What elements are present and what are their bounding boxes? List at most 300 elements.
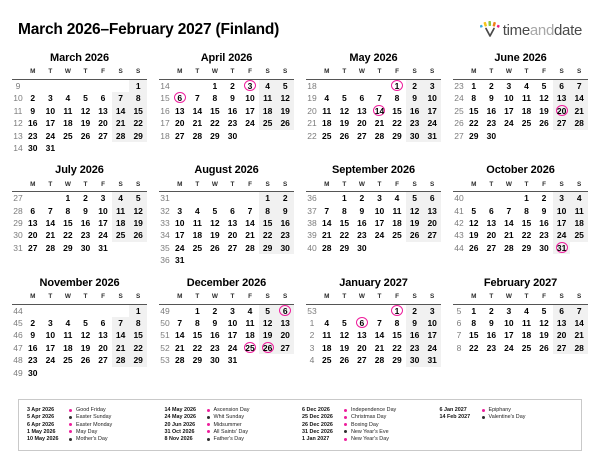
day-cell[interactable]: 11 [63,330,73,341]
day-cell[interactable]: 27 [357,355,367,366]
day-cell[interactable]: 9 [276,205,294,217]
day-cell[interactable]: 12 [80,330,91,341]
day-cell[interactable]: 19 [80,342,91,353]
day-cell[interactable]: 10 [374,205,385,216]
day-cell[interactable]: 22 [339,230,350,241]
day-cell[interactable]: 20 [357,342,367,353]
day-cell[interactable]: 9 [488,93,494,104]
day-cell[interactable]: 18 [259,105,277,117]
day-cell[interactable]: 4 [324,93,330,104]
day-cell[interactable]: 29 [259,242,277,254]
day-cell[interactable]: 14 [322,218,332,229]
day-cell[interactable]: 8 [524,205,529,216]
day-cell[interactable]: 2 [488,305,494,316]
day-cell[interactable]: 18 [322,118,332,129]
day-cell[interactable]: 11 [63,105,73,116]
day-cell[interactable]: 19 [469,230,479,241]
day-cell[interactable]: 21 [322,230,332,241]
day-cell[interactable]: 26 [539,118,549,129]
day-cell[interactable]: 2 [359,193,365,204]
day-cell[interactable]: 17 [553,217,571,229]
day-cell[interactable]: 23 [276,229,294,241]
day-cell[interactable]: 1 [129,79,147,92]
day-cell[interactable]: 4 [247,305,253,316]
day-cell[interactable]: 3 [47,317,53,328]
day-cell[interactable]: 12 [339,105,350,116]
day-cell[interactable]: 1 [471,305,477,316]
day-cell[interactable]: 27 [227,242,238,253]
day-cell[interactable]: 13 [98,330,108,341]
day-cell[interactable]: 24 [245,118,255,129]
day-cell[interactable]: 5 [83,93,88,104]
day-cell[interactable]: 18 [521,330,532,341]
day-cell[interactable]: 17 [45,342,56,353]
day-cell[interactable]: 29 [129,130,147,142]
day-cell[interactable]: 21 [570,105,588,117]
day-cell[interactable]: 23 [28,355,38,366]
day-cell[interactable]: 17 [227,330,238,341]
day-cell[interactable]: 27 [486,242,497,253]
day-cell[interactable]: 13 [28,218,38,229]
day-cell[interactable]: 2 [541,193,547,204]
day-cell[interactable]: 12 [259,317,277,329]
day-cell[interactable]: 12 [129,205,147,217]
day-cell[interactable]: 19 [259,329,277,341]
day-cell[interactable]: 23 [357,230,367,241]
day-cell[interactable]: 5 [541,80,547,91]
day-cell[interactable]: 13 [423,205,441,217]
day-cell[interactable]: 8 [471,317,477,328]
day-cell[interactable]: 29 [469,130,479,141]
day-cell[interactable]: 9 [83,205,88,216]
holiday-marked-day[interactable]: 1 [391,305,403,316]
day-cell[interactable]: 16 [486,330,497,341]
day-cell[interactable]: 20 [357,118,367,129]
day-cell[interactable]: 17 [504,105,514,116]
day-cell[interactable]: 7 [177,317,183,328]
day-cell[interactable]: 4 [194,205,200,216]
day-cell[interactable]: 9 [212,317,218,328]
day-cell[interactable]: 9 [541,205,547,216]
day-cell[interactable]: 30 [357,242,367,253]
day-cell[interactable]: 8 [212,93,218,104]
day-cell[interactable]: 8 [65,205,71,216]
day-cell[interactable]: 21 [374,342,385,353]
day-cell[interactable]: 18 [570,217,588,229]
day-cell[interactable]: 8 [341,205,347,216]
day-cell[interactable]: 24 [227,342,238,353]
day-cell[interactable] [171,92,189,104]
holiday-marked-day[interactable]: 20 [556,105,567,116]
day-cell[interactable]: 14 [112,329,130,341]
day-cell[interactable]: 1 [259,192,277,205]
day-cell[interactable]: 15 [210,105,220,116]
day-cell[interactable]: 26 [469,242,479,253]
day-cell[interactable]: 28 [112,130,130,142]
day-cell[interactable]: 27 [28,242,38,253]
day-cell[interactable]: 18 [63,118,73,129]
day-cell[interactable]: 30 [539,242,549,253]
day-cell[interactable]: 7 [377,93,382,104]
day-cell[interactable]: 4 [65,93,71,104]
day-cell[interactable]: 30 [276,242,294,254]
day-cell[interactable]: 8 [194,317,200,328]
day-cell[interactable]: 16 [227,105,238,116]
day-cell[interactable]: 20 [28,230,38,241]
day-cell[interactable]: 25 [63,130,73,141]
day-cell[interactable]: 5 [406,192,424,205]
day-cell[interactable] [553,105,571,117]
day-cell[interactable]: 14 [570,317,588,329]
day-cell[interactable]: 31 [423,354,441,366]
day-cell[interactable]: 31 [227,355,238,366]
day-cell[interactable]: 28 [322,242,332,253]
day-cell[interactable]: 23 [486,118,497,129]
day-cell[interactable]: 30 [227,130,238,141]
day-cell[interactable]: 24 [423,117,441,129]
day-cell[interactable]: 5 [541,305,547,316]
day-cell[interactable]: 10 [423,317,441,329]
day-cell[interactable]: 10 [423,92,441,104]
day-cell[interactable]: 24 [45,130,56,141]
day-cell[interactable] [371,105,389,117]
day-cell[interactable]: 23 [210,342,220,353]
day-cell[interactable]: 19 [339,342,350,353]
day-cell[interactable]: 20 [553,329,571,341]
day-cell[interactable]: 29 [521,242,532,253]
day-cell[interactable] [241,79,259,92]
day-cell[interactable]: 1 [471,80,477,91]
day-cell[interactable]: 28 [504,242,514,253]
day-cell[interactable]: 14 [192,105,203,116]
day-cell[interactable]: 26 [129,229,147,241]
holiday-marked-day[interactable]: 1 [391,80,403,91]
day-cell[interactable]: 2 [488,80,494,91]
day-cell[interactable]: 19 [406,217,424,229]
day-cell[interactable]: 30 [80,242,91,253]
day-cell[interactable]: 8 [259,205,277,217]
holiday-marked-day[interactable]: 25 [245,342,255,353]
day-cell[interactable]: 7 [194,93,200,104]
day-cell[interactable]: 24 [45,355,56,366]
day-cell[interactable]: 9 [488,317,494,328]
day-cell[interactable]: 20 [98,342,108,353]
day-cell[interactable]: 13 [98,105,108,116]
day-cell[interactable]: 21 [45,230,56,241]
day-cell[interactable]: 31 [98,242,108,253]
day-cell[interactable]: 28 [374,130,385,141]
day-cell[interactable]: 6 [488,205,494,216]
day-cell[interactable]: 25 [521,118,532,129]
day-cell[interactable]: 22 [469,342,479,353]
day-cell[interactable]: 29 [392,355,402,366]
day-cell[interactable]: 7 [324,205,330,216]
day-cell[interactable]: 14 [374,330,385,341]
day-cell[interactable]: 13 [357,330,367,341]
holiday-marked-day[interactable]: 3 [244,80,256,91]
day-cell[interactable]: 11 [259,92,277,104]
day-cell[interactable]: 7 [112,317,130,329]
day-cell[interactable]: 26 [539,342,549,353]
day-cell[interactable]: 23 [486,342,497,353]
day-cell[interactable]: 25 [322,355,332,366]
day-cell[interactable]: 3 [377,193,382,204]
day-cell[interactable]: 22 [521,230,532,241]
timeanddate-logo[interactable] [480,21,582,39]
day-cell[interactable]: 14 [245,218,255,229]
day-cell[interactable]: 10 [227,317,238,328]
day-cell[interactable]: 21 [112,117,130,129]
day-cell[interactable]: 29 [63,242,73,253]
day-cell[interactable]: 21 [112,342,130,354]
day-cell[interactable]: 31 [423,130,441,142]
day-cell[interactable]: 3 [47,93,53,104]
day-cell[interactable]: 4 [112,192,130,205]
day-cell[interactable]: 11 [392,205,402,216]
day-cell[interactable]: 10 [245,93,255,104]
day-cell[interactable]: 26 [339,130,350,141]
day-cell[interactable]: 8 [129,92,147,104]
day-cell[interactable]: 9 [406,317,424,329]
day-cell[interactable]: 17 [423,329,441,341]
day-cell[interactable]: 9 [230,93,235,104]
day-cell[interactable]: 12 [339,330,350,341]
day-cell[interactable]: 5 [341,93,347,104]
day-cell[interactable]: 4 [65,317,71,328]
day-cell[interactable]: 18 [322,342,332,353]
day-cell[interactable]: 20 [276,329,294,341]
day-cell[interactable]: 6 [553,304,571,317]
day-cell[interactable]: 25 [112,229,130,241]
day-cell[interactable]: 24 [553,229,571,241]
day-cell[interactable]: 21 [504,230,514,241]
day-cell[interactable]: 14 [45,218,56,229]
day-cell[interactable]: 21 [192,118,203,129]
day-cell[interactable]: 7 [247,205,253,216]
day-cell[interactable]: 16 [210,330,220,341]
day-cell[interactable]: 28 [112,354,130,366]
day-cell[interactable]: 21 [175,342,185,353]
day-cell[interactable]: 30 [28,142,38,153]
day-cell[interactable]: 29 [392,130,402,141]
day-cell[interactable]: 27 [175,130,185,141]
day-cell[interactable]: 1 [524,193,529,204]
day-cell[interactable]: 3 [506,305,512,316]
day-cell[interactable]: 2 [30,93,36,104]
day-cell[interactable]: 27 [98,355,108,366]
holiday-marked-day[interactable]: 6 [279,305,291,316]
day-cell[interactable]: 12 [210,218,220,229]
day-cell[interactable]: 10 [504,93,514,104]
day-cell[interactable] [259,342,277,354]
day-cell[interactable]: 22 [63,230,73,241]
holiday-marked-day[interactable]: 6 [356,317,368,328]
day-cell[interactable]: 19 [539,105,549,116]
day-cell[interactable]: 30 [486,130,497,141]
day-cell[interactable]: 24 [504,342,514,353]
day-cell[interactable]: 4 [524,80,529,91]
day-cell[interactable]: 4 [394,193,400,204]
day-cell[interactable]: 7 [377,317,382,328]
day-cell[interactable]: 3 [100,193,106,204]
day-cell[interactable]: 12 [80,105,91,116]
day-cell[interactable]: 4 [324,317,330,328]
day-cell[interactable]: 12 [539,317,549,328]
day-cell[interactable]: 25 [192,242,203,253]
day-cell[interactable]: 3 [423,304,441,317]
day-cell[interactable]: 3 [423,79,441,92]
day-cell[interactable] [388,79,406,92]
day-cell[interactable]: 8 [394,93,400,104]
day-cell[interactable]: 18 [245,330,255,341]
day-cell[interactable]: 3 [553,192,571,205]
day-cell[interactable]: 11 [192,218,202,229]
day-cell[interactable]: 10 [553,205,571,217]
day-cell[interactable]: 28 [374,355,385,366]
day-cell[interactable]: 11 [112,205,130,217]
day-cell[interactable]: 8 [394,317,400,328]
day-cell[interactable]: 20 [227,230,238,241]
day-cell[interactable]: 16 [276,217,294,229]
day-cell[interactable]: 30 [28,367,38,378]
day-cell[interactable]: 26 [210,242,220,253]
day-cell[interactable]: 10 [175,218,185,229]
day-cell[interactable]: 6 [553,79,571,92]
day-cell[interactable] [241,342,259,354]
day-cell[interactable]: 3 [230,305,235,316]
day-cell[interactable]: 1 [129,304,147,317]
day-cell[interactable]: 25 [392,230,402,241]
day-cell[interactable]: 15 [259,217,277,229]
day-cell[interactable]: 5 [341,317,347,328]
day-cell[interactable]: 9 [30,330,36,341]
day-cell[interactable]: 7 [506,205,512,216]
day-cell[interactable]: 25 [521,342,532,353]
day-cell[interactable]: 9 [30,105,36,116]
day-cell[interactable]: 14 [504,218,514,229]
day-cell[interactable]: 2 [230,80,235,91]
day-cell[interactable]: 5 [259,304,277,317]
day-cell[interactable] [553,242,571,254]
day-cell[interactable]: 7 [112,92,130,104]
day-cell[interactable]: 26 [339,355,350,366]
day-cell[interactable]: 29 [210,130,220,141]
day-cell[interactable]: 17 [374,218,385,229]
day-cell[interactable]: 5 [276,79,294,92]
day-cell[interactable]: 29 [339,242,350,253]
day-cell[interactable]: 28 [245,242,255,253]
day-cell[interactable]: 15 [192,330,203,341]
day-cell[interactable]: 17 [98,218,108,229]
day-cell[interactable]: 20 [98,118,108,129]
day-cell[interactable]: 5 [129,192,147,205]
day-cell[interactable]: 6 [30,205,36,216]
day-cell[interactable]: 30 [406,354,424,366]
day-cell[interactable]: 13 [553,317,571,329]
day-cell[interactable]: 15 [469,105,479,116]
day-cell[interactable]: 23 [406,117,424,129]
day-cell[interactable]: 5 [471,205,477,216]
day-cell[interactable]: 4 [259,79,277,92]
day-cell[interactable]: 26 [80,130,91,141]
day-cell[interactable]: 19 [210,230,220,241]
day-cell[interactable]: 25 [570,229,588,241]
holiday-marked-day[interactable]: 14 [374,105,385,116]
day-cell[interactable]: 2 [276,192,294,205]
day-cell[interactable]: 16 [28,118,38,129]
day-cell[interactable]: 1 [65,193,71,204]
day-cell[interactable]: 13 [276,317,294,329]
day-cell[interactable]: 22 [129,342,147,354]
day-cell[interactable]: 28 [570,117,588,129]
day-cell[interactable]: 23 [28,130,38,141]
day-cell[interactable]: 6 [100,317,106,328]
day-cell[interactable]: 9 [406,92,424,104]
day-cell[interactable]: 11 [521,317,531,328]
day-cell[interactable]: 22 [129,117,147,129]
day-cell[interactable]: 21 [570,329,588,341]
day-cell[interactable]: 28 [45,242,56,253]
day-cell[interactable]: 11 [521,93,531,104]
day-cell[interactable]: 13 [227,218,238,229]
day-cell[interactable]: 20 [486,230,497,241]
day-cell[interactable]: 24 [374,230,385,241]
day-cell[interactable]: 12 [539,93,549,104]
day-cell[interactable]: 7 [570,79,588,92]
day-cell[interactable]: 14 [112,105,130,117]
day-cell[interactable]: 11 [322,105,332,116]
day-cell[interactable]: 22 [469,118,479,129]
day-cell[interactable]: 18 [521,105,532,116]
day-cell[interactable]: 10 [98,205,108,216]
day-cell[interactable]: 15 [129,329,147,341]
day-cell[interactable]: 25 [63,355,73,366]
day-cell[interactable]: 3 [177,205,183,216]
day-cell[interactable]: 15 [521,218,532,229]
day-cell[interactable]: 24 [504,118,514,129]
day-cell[interactable]: 23 [406,342,424,354]
day-cell[interactable]: 17 [504,330,514,341]
day-cell[interactable]: 27 [423,229,441,241]
day-cell[interactable]: 10 [45,105,56,116]
day-cell[interactable]: 14 [570,92,588,104]
holiday-marked-day[interactable]: 26 [262,342,273,353]
day-cell[interactable]: 17 [423,105,441,117]
day-cell[interactable]: 10 [504,317,514,328]
day-cell[interactable]: 24 [423,342,441,354]
day-cell[interactable]: 2 [406,304,424,317]
day-cell[interactable]: 22 [192,342,203,353]
day-cell[interactable]: 25 [322,130,332,141]
day-cell[interactable]: 10 [45,330,56,341]
day-cell[interactable]: 1 [194,305,200,316]
day-cell[interactable] [276,304,294,317]
day-cell[interactable]: 1 [212,80,218,91]
day-cell[interactable]: 27 [553,342,571,354]
day-cell[interactable]: 27 [357,130,367,141]
day-cell[interactable]: 16 [539,218,549,229]
day-cell[interactable]: 18 [392,218,402,229]
day-cell[interactable]: 21 [374,118,385,129]
day-cell[interactable]: 2 [406,79,424,92]
day-cell[interactable]: 21 [245,230,255,241]
day-cell[interactable]: 15 [129,105,147,117]
day-cell[interactable]: 17 [245,105,255,116]
day-cell[interactable] [353,317,371,329]
day-cell[interactable]: 7 [570,304,588,317]
day-cell[interactable]: 17 [175,230,185,241]
day-cell[interactable]: 23 [80,230,91,241]
